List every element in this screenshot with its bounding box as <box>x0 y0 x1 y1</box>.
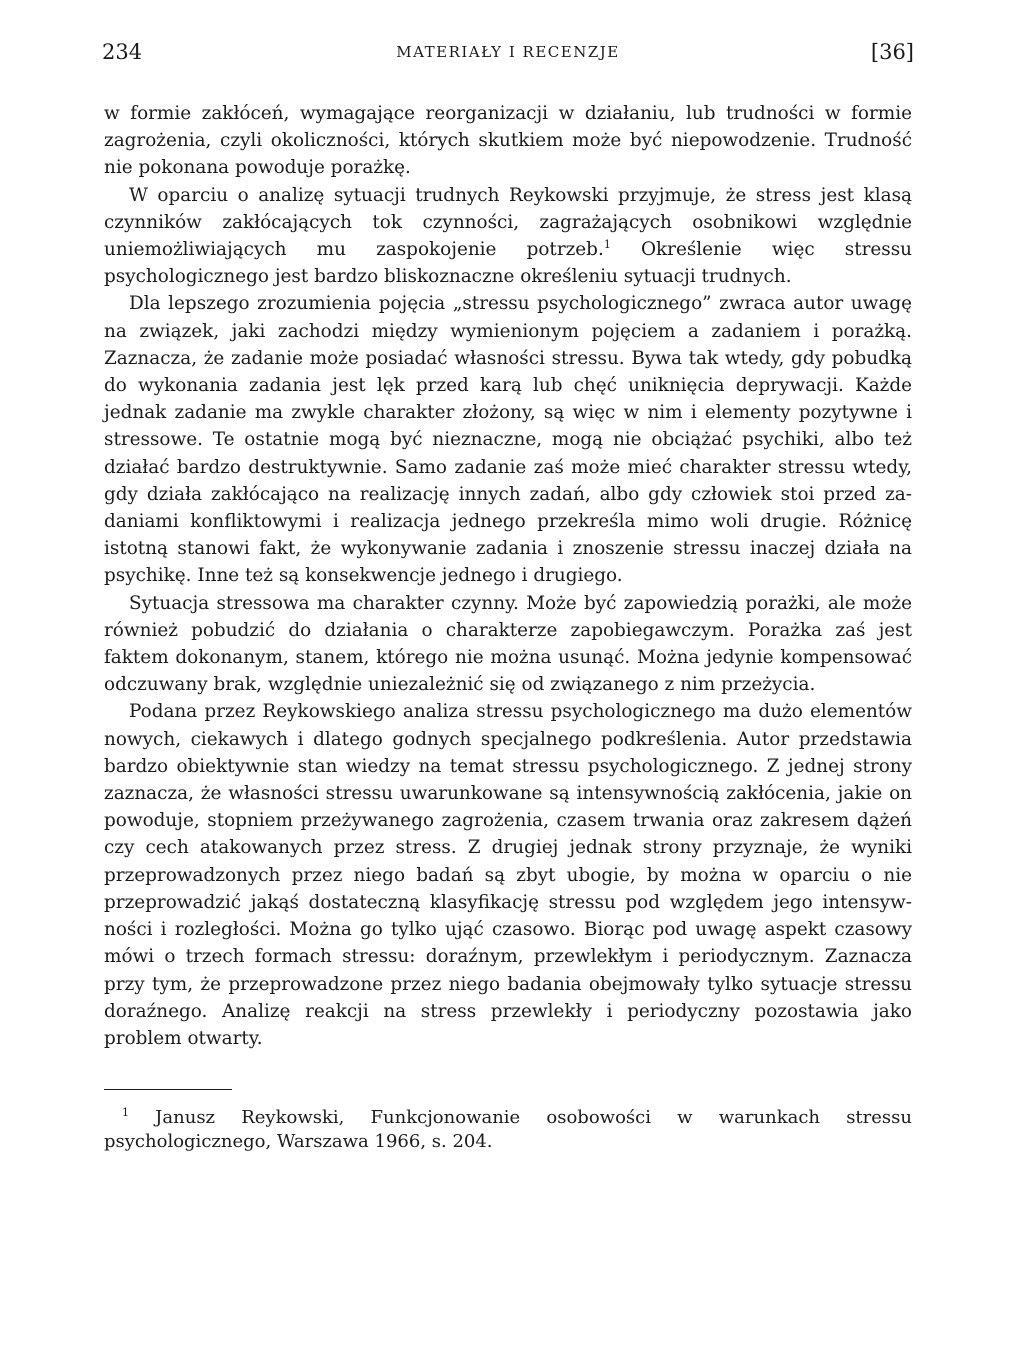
paragraph-text: Podana przez Reykowskiego analiza stressu psychologicznego ma dużo elementów nowych, ciekawych i dlatego godnych specjalnego podkreślenia. Autor przedstawia bardzo obiektywnie stan wiedzy na temat stressu psychologicznego. Z jednej strony zaznacza, że własności stressu uwarunkowane są intensywnością zakłócenia, jakie on powoduje, stopniem przeżywanego zagrożenia, czasem trwania oraz zakresem dążeń czy cech atakowanych przez stress. Z drugiej jednak strony przyznaje, że wyniki przeprowadzonych przez niego badań są zbyt ubogie, by można w oparciu o nie przeprowadzić jakąś dostateczną klasyfikację stressu pod względem jego intensywności i rozległości. Można go tylko ująć czasowo. Biorąc pod uwagę aspekt czasowy mówi o trzech formach stressu: doraźnym, przewlekłym i periodycznym. Zaznacza przy tym, że przeprowadzone przez niego badania obejmowały tylko sytuacje stressu doraźnego. Analizę reakcji na stress przewlekły i periodyczny pozostawia jako problem otwarty. <box>104 701 912 1049</box>
paragraph-text: Sytuacja stressowa ma charakter czynny. Może być zapowiedzią porażki, ale może również pobudzić do działania o charakterze zapobiegawczym. Porażka zaś jest faktem dokonanym, stanem, którego nie można usunąć. Można jedynie kompensować odczuwany brak, względnie uniezależnić się od związanego z nim przeżycia. <box>104 592 912 696</box>
paragraph <box>104 182 912 291</box>
page <box>104 40 912 1154</box>
footnote-marker: 1 <box>122 1106 129 1120</box>
paragraph <box>104 100 912 182</box>
paragraph <box>104 698 912 1052</box>
paragraph-text: Dla lepszego zrozumienia pojęcia „stressu psychologicznego” zwraca autor uwagę na związek, jaki zachodzi między wymienionym pojęciem a zadaniem i porażką. Zaznacza, że zadanie może posiadać własności stressu. Bywa tak wtedy, gdy pobudką do wykonania zadania jest lęk przed karą lub chęć uniknięcia deprywacji. Każde jednak zadanie ma zwykle charakter złożony, są więc w nim i elementy pozytywne i stressowe. Te ostatnie mogą być nieznaczne, mogą nie obciążać psychiki, albo też działać bardzo destruktywnie. Samo zadanie zaś może mieć charakter stressu wtedy, gdy działa zakłócająco na realizację innych zadań, albo gdy człowiek stoi przed zadaniami konfliktowymi i realizacja jednego przekreśla mimo woli drugie. Różnicę istotną stanowi fakt, że wykonywanie zadania i znoszenie stressu inaczej działa na psychikę. Inne też są konsekwencje jednego i drugiego. <box>104 293 912 587</box>
paragraph <box>104 290 912 589</box>
body-text <box>104 100 912 1052</box>
paragraph-text: w formie zakłóceń, wymagające reorganizacji w działaniu, lub trudności w formie zagrożenia, czyli okoliczności, których skutkiem może być niepowodzenie. Trudność nie pokonana powoduje porażkę. <box>104 103 912 179</box>
running-head <box>104 40 912 80</box>
paragraph-text: W oparciu o analizę sytuacji trudnych Reykowski przyjmuje, że stress jest klasą czynników zakłócających tok czynności, zagrażających osobnikowi względnie uniemożliwiających mu zaspokojenie potrzeb. <box>104 184 912 261</box>
footnote-text: Janusz Reykowski, Funkcjonowanie osobowości w warunkach stressu psychologicznego, Warszawa 1966, s. 204. <box>104 1107 912 1153</box>
footnote-reference[interactable]: 1 <box>603 238 611 252</box>
footnote <box>104 1106 912 1154</box>
footnote-divider <box>104 1089 232 1090</box>
paragraph-text: Określenie więc stressu psychologicznego jest bardzo bliskoznaczne określeniu sytuacji trudnych. <box>104 239 912 288</box>
paragraph <box>104 590 912 699</box>
section-number: [36] <box>870 40 914 64</box>
page-number: 234 <box>102 40 143 64</box>
journal-title: MATERIAŁY I RECENZJE <box>396 43 620 61</box>
